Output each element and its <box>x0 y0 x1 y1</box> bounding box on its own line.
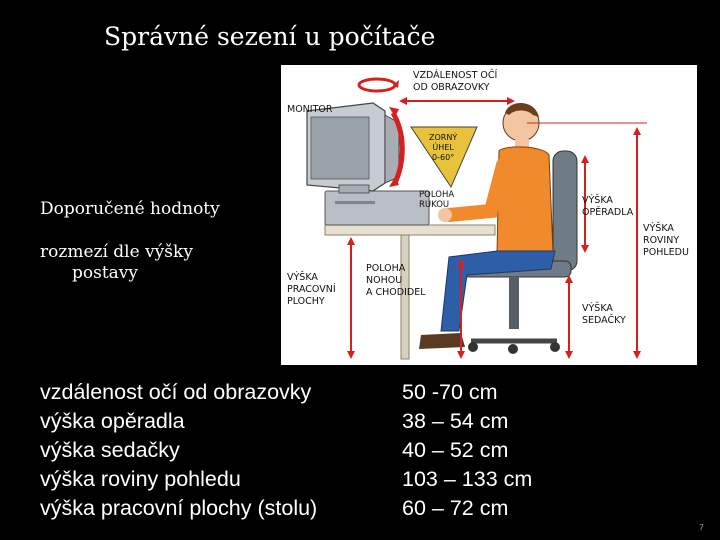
desk-top <box>325 225 495 235</box>
recommended-values-heading: Doporučené hodnoty <box>40 199 220 219</box>
computer-case <box>325 191 429 225</box>
label-hand-position: POLOHA RUKOU <box>419 190 455 210</box>
label-leg-position: POLOHA NOHOU A CHODIDEL <box>366 263 426 298</box>
value-range: 60 – 72 cm <box>402 496 509 520</box>
value-range: 50 -70 cm <box>402 380 498 404</box>
label-seat-height: VÝŠKA SEDAČKY <box>582 303 626 326</box>
label-view-angle: ZORNÝ ÚHEL 0-60° <box>429 133 458 162</box>
sitting-posture-drawing <box>281 65 697 365</box>
ergonomic-sitting-illustration <box>281 65 697 365</box>
height-range-note <box>40 242 193 284</box>
value-name: výška opěradla <box>40 409 185 433</box>
label-view-plane-height: VÝŠKA ROVINY POHLEDU <box>643 223 689 258</box>
label-backrest-height: VÝŠKA OPĚRADLA <box>582 195 634 218</box>
chair-back <box>553 151 577 271</box>
value-name: výška roviny pohledu <box>40 467 241 491</box>
value-range: 103 – 133 cm <box>402 467 533 491</box>
height-range-line-2: postavy <box>72 263 139 283</box>
value-range: 40 – 52 cm <box>402 438 509 462</box>
height-range-line-1: rozmezí dle výšky <box>40 242 193 262</box>
slide-title: Správné sezení u počítače <box>104 22 436 51</box>
label-monitor: MONITOR <box>287 104 333 115</box>
label-work-surface-height: VÝŠKA PRACOVNÍ PLOCHY <box>287 272 336 307</box>
label-eye-distance: VZDÁLENOST OČÍ OD OBRAZOVKY <box>413 70 498 93</box>
person-pants <box>441 251 555 331</box>
value-name: výška sedačky <box>40 438 180 462</box>
value-range: 38 – 54 cm <box>402 409 509 433</box>
value-name: výška pracovní plochy (stolu) <box>40 496 318 520</box>
page-number: 7 <box>698 523 704 532</box>
value-name: vzdálenost očí od obrazovky <box>40 380 312 404</box>
